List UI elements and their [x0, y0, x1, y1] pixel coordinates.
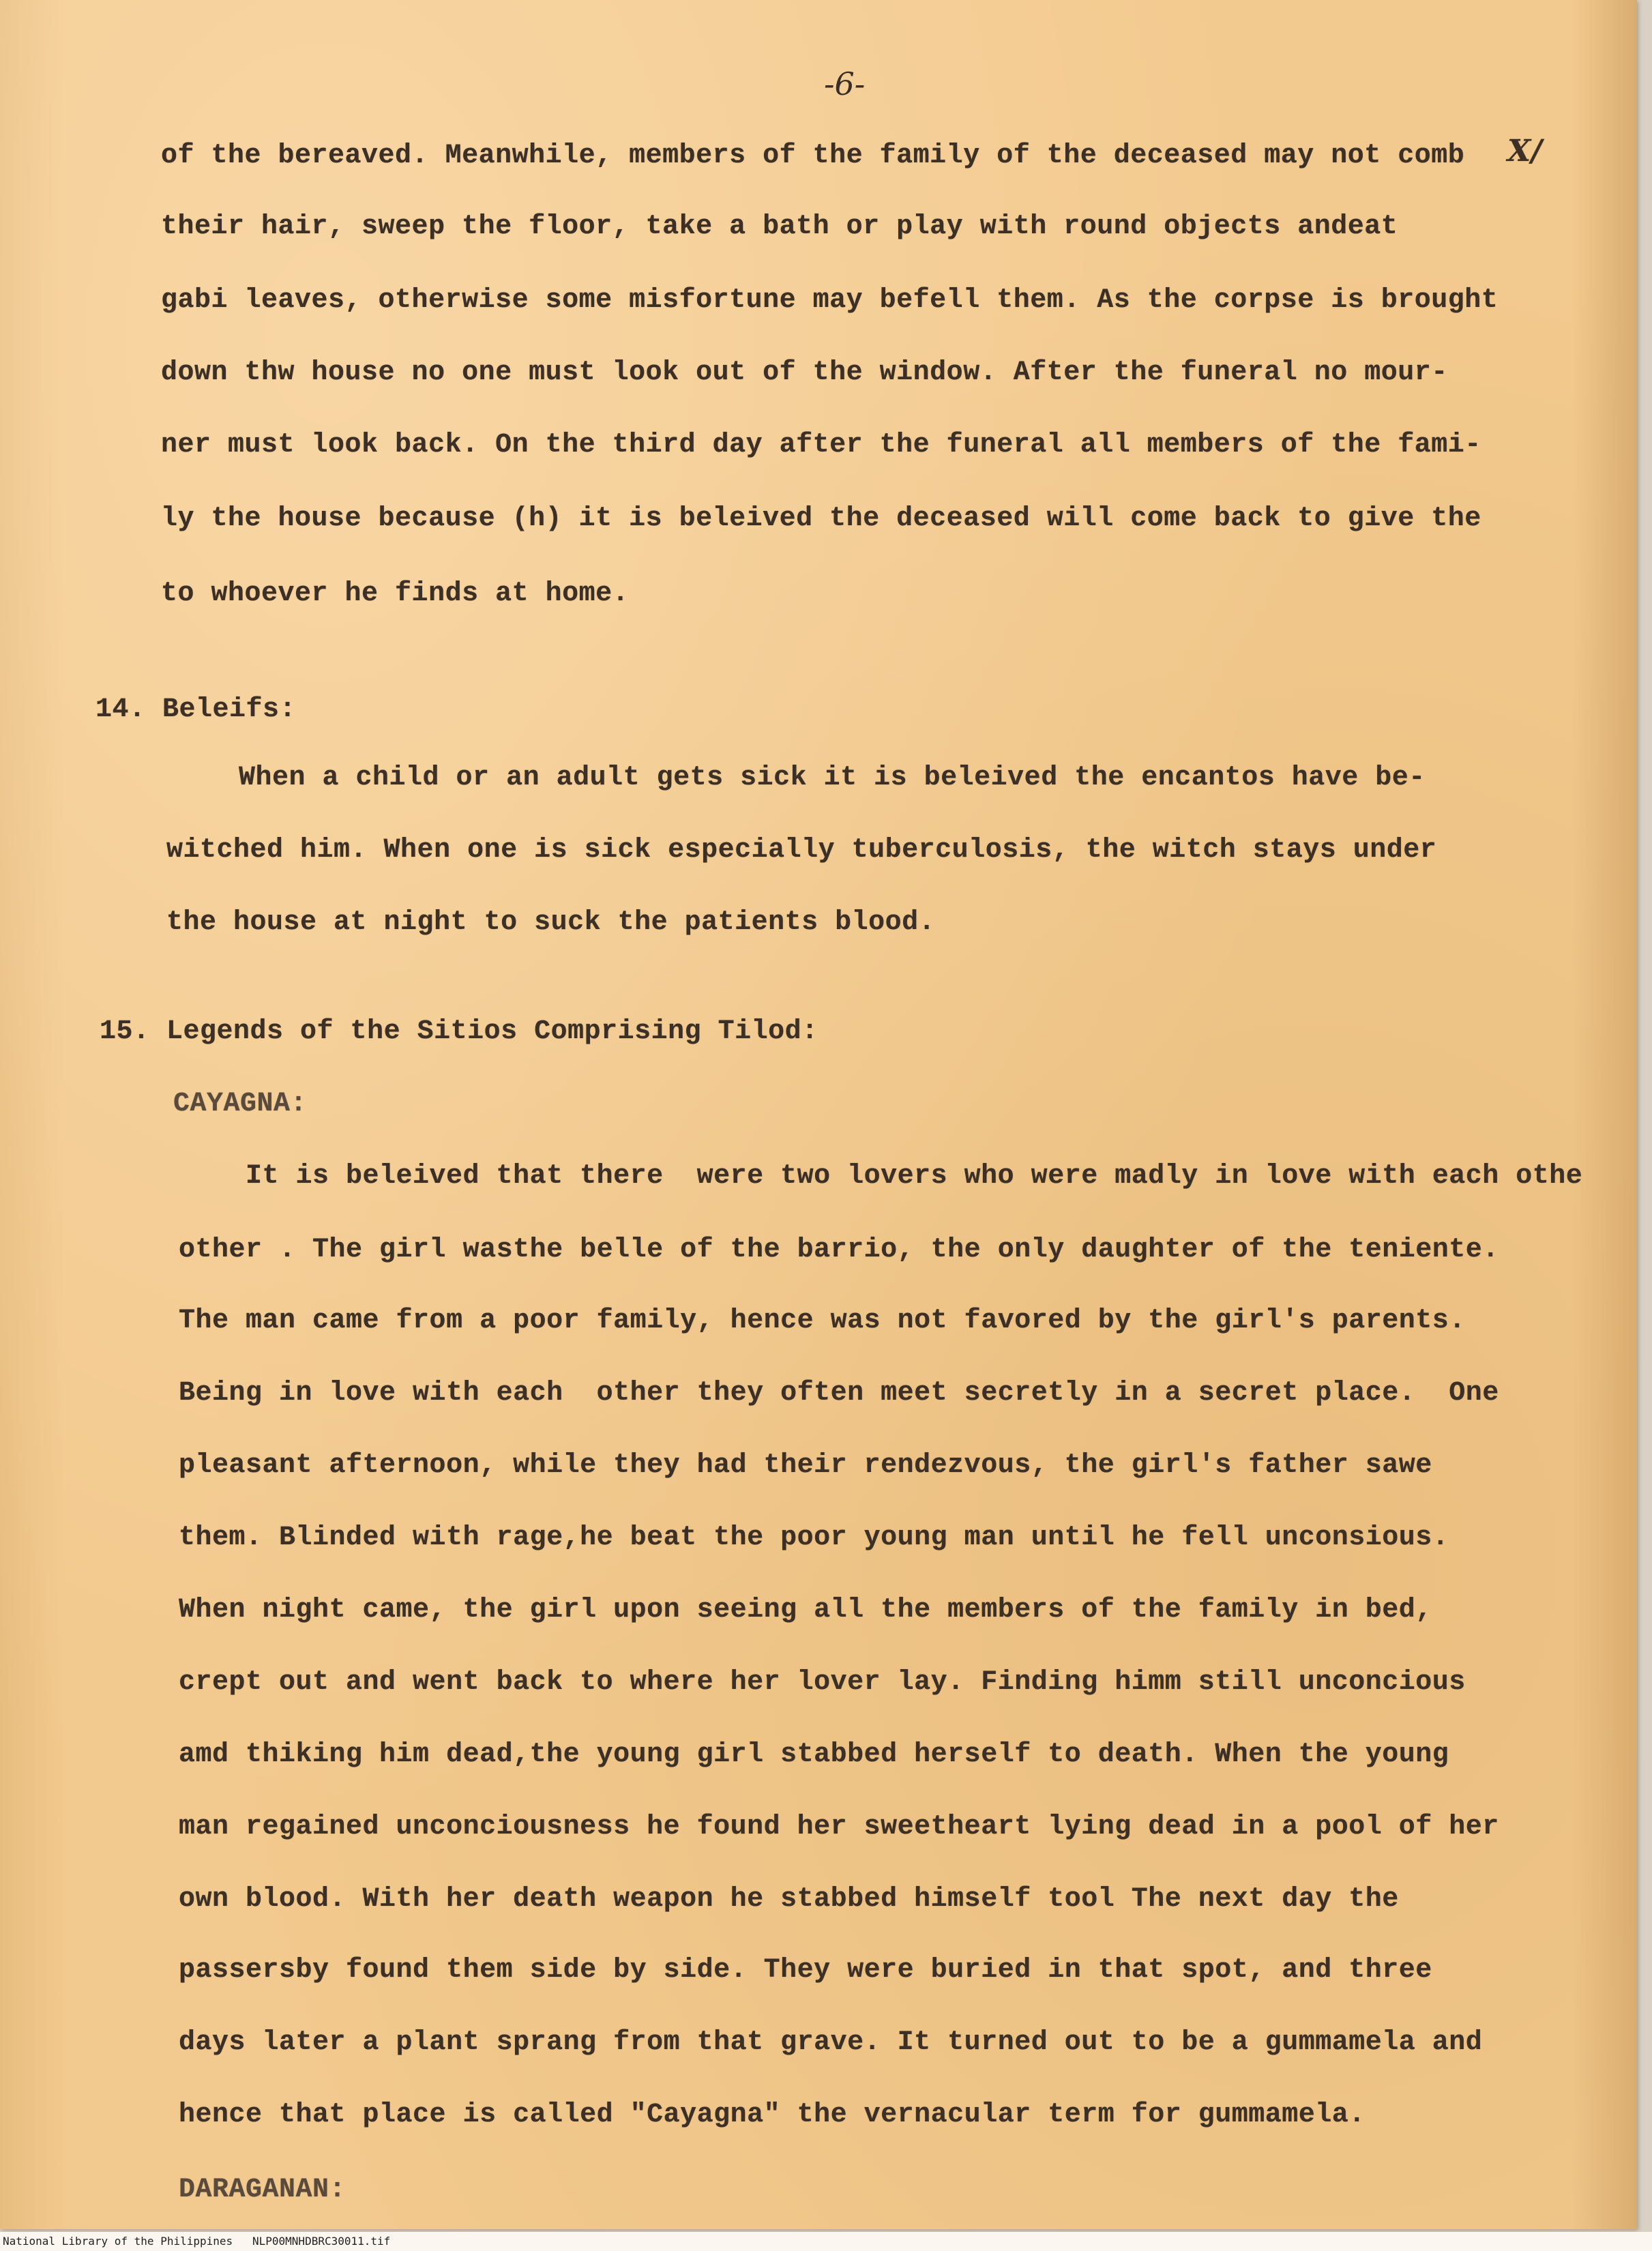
body-line: man regained unconciousness he found her sweetheart lying dead in a pool of her [179, 1812, 1499, 1842]
body-line: them. Blinded with rage,he beat the poor young man until he fell unconsious. [179, 1522, 1449, 1553]
body-line: ner must look back. On the third day after the funeral all members of the fami- [161, 430, 1481, 460]
body-line: the house at night to suck the patients blood. [166, 907, 936, 938]
footer-library-name: National Library of the Philippines [3, 2235, 233, 2248]
margin-mark: X/ [1507, 134, 1543, 168]
body-line: The man came from a poor family, hence was not favored by the girl's parents. [179, 1306, 1466, 1336]
body-line: gabi leaves, otherwise some misfortune may befell them. As the corpse is brought [161, 285, 1499, 316]
body-line: of the bereaved. Meanwhile, members of the family of the deceased may not comb [161, 141, 1465, 171]
body-line: amd thiking him dead,the young girl stabbed herself to death. When the young [179, 1739, 1449, 1770]
body-line: passersby found them side by side. They were buried in that spot, and three [179, 1955, 1432, 1986]
subheading-cayagna: CAYAGNA: [173, 1089, 308, 1119]
body-line: own blood. With her death weapon he stabbed himself tool The next day the [179, 1884, 1399, 1915]
body-line: It is beleived that there were two lovers who were madly in love with each othe [246, 1161, 1583, 1192]
footer-file-name: NLP00MNHDBRC30011.tif [252, 2235, 391, 2248]
body-line: pleasant afternoon, while they had their rendezvous, the girl's father sawe [179, 1450, 1432, 1481]
subheading-daraganan: DARAGANAN: [179, 2175, 346, 2205]
body-line: When night came, the girl upon seeing all the members of the family in bed, [179, 1595, 1432, 1625]
body-line: crept out and went back to where her lover lay. Finding himm still unconcious [179, 1667, 1466, 1698]
body-line: hence that place is called "Cayagna" the vernacular term for gummamela. [179, 2100, 1366, 2130]
body-line: their hair, sweep the floor, take a bath or play with round objects andeat [161, 211, 1398, 242]
scan-footer [0, 2232, 1652, 2251]
body-line: other . The girl wasthe belle of the barrio, the only daughter of the teniente. [179, 1235, 1499, 1265]
body-line: to whoever he finds at home. [161, 578, 630, 609]
body-line: When a child or an adult gets sick it is beleived the encantos have be- [239, 763, 1426, 793]
body-line: days later a plant sprang from that grave. It turned out to be a gummamela and [179, 2027, 1483, 2058]
body-line: witched him. When one is sick especially tuberculosis, the witch stays under [166, 835, 1437, 866]
body-line: Being in love with each other they often meet secretly in a secret place. One [179, 1378, 1499, 1409]
section-heading-14: 14. Beleifs: [95, 694, 297, 725]
page-number: -6- [824, 65, 866, 102]
body-line: down thw house no one must look out of the window. After the funeral no mour- [161, 357, 1448, 388]
section-heading-15: 15. Legends of the Sitios Comprising Tilod: [100, 1016, 818, 1047]
body-line: ly the house because (h) it is beleived the deceased will come back to give the [161, 503, 1481, 534]
